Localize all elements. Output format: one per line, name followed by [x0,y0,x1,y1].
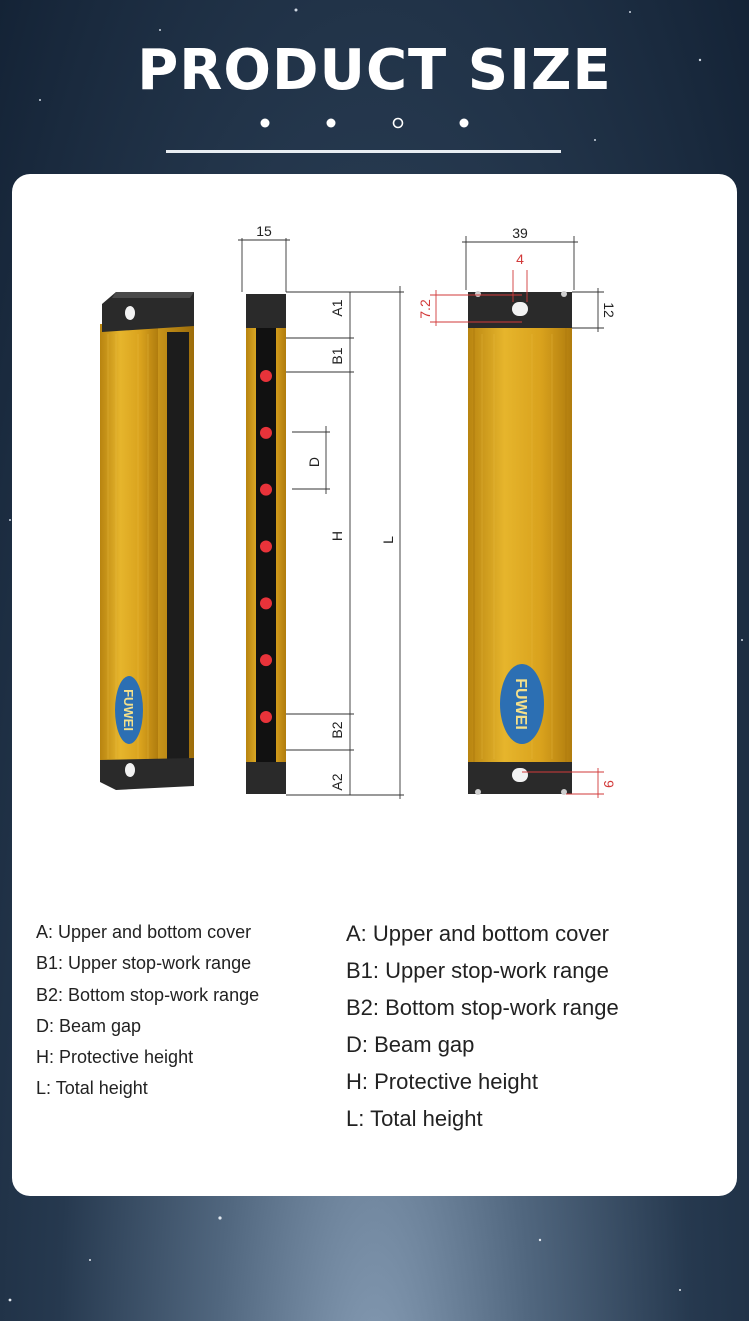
beam-emitter-dot [260,484,272,496]
beam-emitter-dot [260,654,272,666]
legend-item-a-large: A: Upper and bottom cover [346,921,609,946]
side-width-label: 15 [256,223,272,239]
label-a1: A1 [329,299,345,317]
beam-emitter-dot [260,541,272,553]
label-b1: B1 [329,347,345,365]
label-d: D [306,456,322,468]
product-size-card [12,174,737,1196]
beam-emitter-dot [260,427,272,439]
emitter-side-view [238,223,404,799]
carousel-indicator [255,116,495,130]
legend-item-d-large: D: Beam gap [346,1032,475,1057]
legend-item-b2: B2: Bottom stop-work range [36,984,260,1005]
beam-emitter-dot [260,711,272,723]
label-a2: A2 [329,773,345,791]
indicator-dot-2 [327,119,336,128]
legend-item-h-large: H: Protective height [346,1069,538,1094]
legend-list-large [346,915,619,1137]
legend-item-l-large: L: Total height [346,1106,483,1131]
page-title: PRODUCT SIZE [137,38,612,103]
back-width-label: 39 [512,225,528,241]
indicator-dot-4 [460,119,469,128]
title-divider [166,150,561,153]
back-mounting-view [417,225,617,798]
fuwei-logo-text: FUWEI [121,689,136,731]
fuwei-logo-text-back: FUWEI [512,678,529,730]
indicator-dot-3 [394,119,403,128]
label-h: H [329,530,345,542]
hole-offset-label: 7.2 [417,299,433,319]
legend-item-b2-large: B2: Bottom stop-work range [346,995,619,1020]
legend-item-h: H: Protective height [36,1047,194,1068]
indicator-dot-1 [261,119,270,128]
legend-item-b1: B1: Upper stop-work range [36,953,252,974]
product-perspective-view [100,292,194,790]
legend-item-b1-large: B1: Upper stop-work range [346,958,609,983]
legend-item-a: A: Upper and bottom cover [36,922,252,942]
hole-width-label: 4 [516,251,524,267]
beam-emitter-dot [260,370,272,382]
cap-height-label: 12 [601,302,617,318]
label-l: L [380,536,396,544]
dimension-diagram [12,174,737,874]
beam-emitter-dot [260,597,272,609]
bottom-hole-label: 9 [601,780,617,788]
label-b2: B2 [329,721,345,739]
legend-item-d: D: Beam gap [36,1015,142,1036]
legend-item-l: L: Total height [36,1078,148,1099]
legend-list-small [36,917,259,1105]
